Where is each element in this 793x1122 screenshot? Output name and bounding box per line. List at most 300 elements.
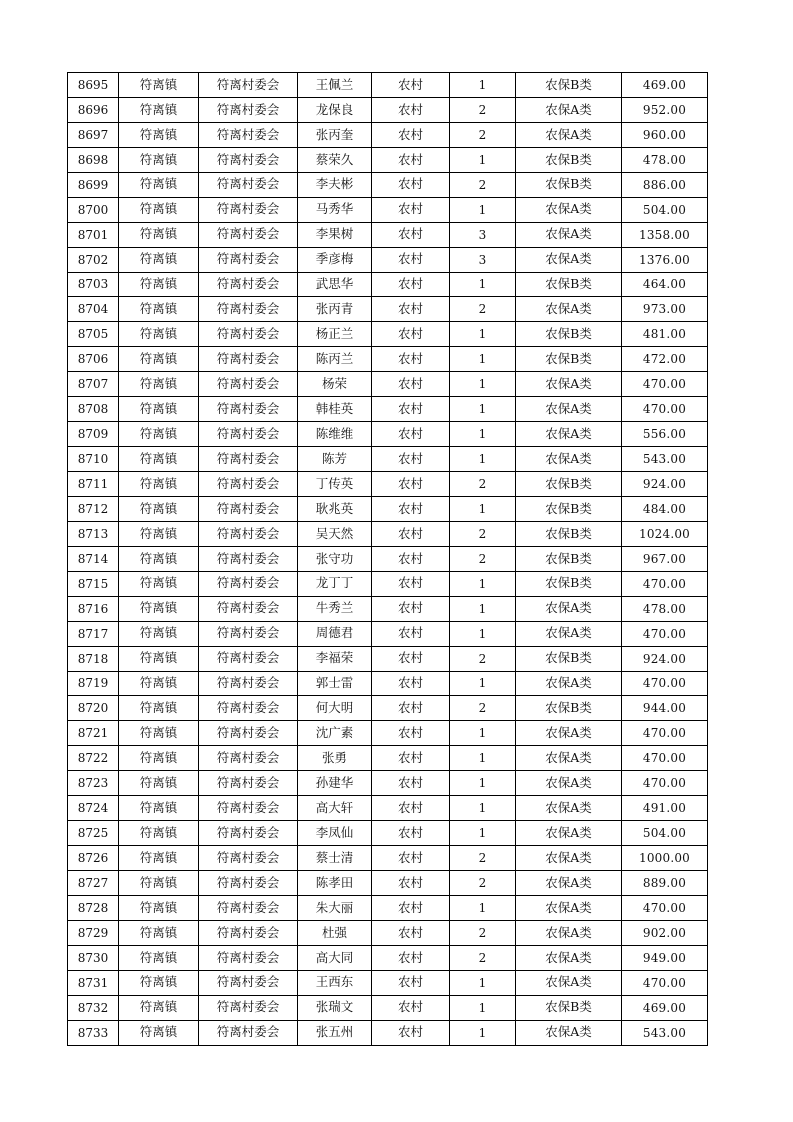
name-cell: 高大同 bbox=[298, 945, 372, 970]
household-count-cell: 1 bbox=[450, 895, 516, 920]
town-cell: 符离镇 bbox=[119, 696, 199, 721]
serial-number-cell: 8713 bbox=[68, 521, 119, 546]
household-count-cell: 1 bbox=[450, 796, 516, 821]
roster-table-body bbox=[68, 73, 708, 1046]
town-cell: 符离镇 bbox=[119, 172, 199, 197]
village-committee-cell: 符离村委会 bbox=[199, 197, 298, 222]
household-count-cell: 2 bbox=[450, 920, 516, 945]
table-row bbox=[68, 122, 708, 147]
household-count-cell: 2 bbox=[450, 871, 516, 896]
table-row bbox=[68, 821, 708, 846]
table-row bbox=[68, 970, 708, 995]
town-cell: 符离镇 bbox=[119, 297, 199, 322]
serial-number-cell: 8709 bbox=[68, 422, 119, 447]
amount-cell: 949.00 bbox=[622, 945, 708, 970]
table-row bbox=[68, 247, 708, 272]
name-cell: 沈广素 bbox=[298, 721, 372, 746]
table-row bbox=[68, 73, 708, 98]
category-cell: 农保A类 bbox=[516, 372, 622, 397]
amount-cell: 902.00 bbox=[622, 920, 708, 945]
name-cell: 杜强 bbox=[298, 920, 372, 945]
area-type-cell: 农村 bbox=[372, 1020, 450, 1045]
name-cell: 马秀华 bbox=[298, 197, 372, 222]
table-row bbox=[68, 197, 708, 222]
household-count-cell: 1 bbox=[450, 1020, 516, 1045]
name-cell: 周德君 bbox=[298, 621, 372, 646]
village-committee-cell: 符离村委会 bbox=[199, 272, 298, 297]
village-committee-cell: 符离村委会 bbox=[199, 422, 298, 447]
serial-number-cell: 8695 bbox=[68, 73, 119, 98]
area-type-cell: 农村 bbox=[372, 721, 450, 746]
table-row bbox=[68, 347, 708, 372]
name-cell: 张守功 bbox=[298, 546, 372, 571]
amount-cell: 889.00 bbox=[622, 871, 708, 896]
name-cell: 李果树 bbox=[298, 222, 372, 247]
area-type-cell: 农村 bbox=[372, 347, 450, 372]
serial-number-cell: 8721 bbox=[68, 721, 119, 746]
village-committee-cell: 符离村委会 bbox=[199, 970, 298, 995]
table-row bbox=[68, 571, 708, 596]
category-cell: 农保A类 bbox=[516, 846, 622, 871]
name-cell: 龙保良 bbox=[298, 97, 372, 122]
town-cell: 符离镇 bbox=[119, 571, 199, 596]
village-committee-cell: 符离村委会 bbox=[199, 1020, 298, 1045]
town-cell: 符离镇 bbox=[119, 521, 199, 546]
household-count-cell: 1 bbox=[450, 447, 516, 472]
table-row bbox=[68, 871, 708, 896]
category-cell: 农保B类 bbox=[516, 472, 622, 497]
amount-cell: 556.00 bbox=[622, 422, 708, 447]
category-cell: 农保A类 bbox=[516, 397, 622, 422]
name-cell: 王佩兰 bbox=[298, 73, 372, 98]
table-row bbox=[68, 222, 708, 247]
table-row bbox=[68, 945, 708, 970]
village-committee-cell: 符离村委会 bbox=[199, 322, 298, 347]
amount-cell: 464.00 bbox=[622, 272, 708, 297]
name-cell: 高大轩 bbox=[298, 796, 372, 821]
village-committee-cell: 符离村委会 bbox=[199, 571, 298, 596]
town-cell: 符离镇 bbox=[119, 995, 199, 1020]
category-cell: 农保A类 bbox=[516, 821, 622, 846]
category-cell: 农保A类 bbox=[516, 721, 622, 746]
name-cell: 杨荣 bbox=[298, 372, 372, 397]
amount-cell: 1000.00 bbox=[622, 846, 708, 871]
village-committee-cell: 符离村委会 bbox=[199, 347, 298, 372]
name-cell: 李夫彬 bbox=[298, 172, 372, 197]
area-type-cell: 农村 bbox=[372, 197, 450, 222]
category-cell: 农保A类 bbox=[516, 422, 622, 447]
village-committee-cell: 符离村委会 bbox=[199, 895, 298, 920]
category-cell: 农保A类 bbox=[516, 122, 622, 147]
town-cell: 符离镇 bbox=[119, 596, 199, 621]
household-count-cell: 1 bbox=[450, 397, 516, 422]
amount-cell: 469.00 bbox=[622, 995, 708, 1020]
area-type-cell: 农村 bbox=[372, 247, 450, 272]
serial-number-cell: 8732 bbox=[68, 995, 119, 1020]
serial-number-cell: 8727 bbox=[68, 871, 119, 896]
town-cell: 符离镇 bbox=[119, 920, 199, 945]
table-row bbox=[68, 472, 708, 497]
town-cell: 符离镇 bbox=[119, 970, 199, 995]
town-cell: 符离镇 bbox=[119, 496, 199, 521]
name-cell: 陈芳 bbox=[298, 447, 372, 472]
serial-number-cell: 8700 bbox=[68, 197, 119, 222]
area-type-cell: 农村 bbox=[372, 796, 450, 821]
town-cell: 符离镇 bbox=[119, 945, 199, 970]
serial-number-cell: 8703 bbox=[68, 272, 119, 297]
serial-number-cell: 8720 bbox=[68, 696, 119, 721]
amount-cell: 973.00 bbox=[622, 297, 708, 322]
area-type-cell: 农村 bbox=[372, 496, 450, 521]
village-committee-cell: 符离村委会 bbox=[199, 546, 298, 571]
town-cell: 符离镇 bbox=[119, 347, 199, 372]
village-committee-cell: 符离村委会 bbox=[199, 821, 298, 846]
serial-number-cell: 8706 bbox=[68, 347, 119, 372]
category-cell: 农保A类 bbox=[516, 197, 622, 222]
category-cell: 农保B类 bbox=[516, 147, 622, 172]
name-cell: 吴天然 bbox=[298, 521, 372, 546]
area-type-cell: 农村 bbox=[372, 521, 450, 546]
amount-cell: 960.00 bbox=[622, 122, 708, 147]
serial-number-cell: 8710 bbox=[68, 447, 119, 472]
category-cell: 农保B类 bbox=[516, 546, 622, 571]
serial-number-cell: 8728 bbox=[68, 895, 119, 920]
area-type-cell: 农村 bbox=[372, 97, 450, 122]
table-row bbox=[68, 496, 708, 521]
table-row bbox=[68, 846, 708, 871]
household-count-cell: 2 bbox=[450, 472, 516, 497]
household-count-cell: 1 bbox=[450, 322, 516, 347]
village-committee-cell: 符离村委会 bbox=[199, 447, 298, 472]
area-type-cell: 农村 bbox=[372, 272, 450, 297]
village-committee-cell: 符离村委会 bbox=[199, 721, 298, 746]
serial-number-cell: 8730 bbox=[68, 945, 119, 970]
area-type-cell: 农村 bbox=[372, 696, 450, 721]
town-cell: 符离镇 bbox=[119, 422, 199, 447]
table-row bbox=[68, 995, 708, 1020]
village-committee-cell: 符离村委会 bbox=[199, 147, 298, 172]
category-cell: 农保B类 bbox=[516, 347, 622, 372]
area-type-cell: 农村 bbox=[372, 621, 450, 646]
amount-cell: 470.00 bbox=[622, 746, 708, 771]
area-type-cell: 农村 bbox=[372, 746, 450, 771]
table-row bbox=[68, 621, 708, 646]
area-type-cell: 农村 bbox=[372, 646, 450, 671]
town-cell: 符离镇 bbox=[119, 771, 199, 796]
table-row bbox=[68, 796, 708, 821]
town-cell: 符离镇 bbox=[119, 721, 199, 746]
name-cell: 李福荣 bbox=[298, 646, 372, 671]
area-type-cell: 农村 bbox=[372, 995, 450, 1020]
name-cell: 张勇 bbox=[298, 746, 372, 771]
serial-number-cell: 8697 bbox=[68, 122, 119, 147]
household-count-cell: 1 bbox=[450, 821, 516, 846]
serial-number-cell: 8705 bbox=[68, 322, 119, 347]
amount-cell: 470.00 bbox=[622, 571, 708, 596]
table-row bbox=[68, 671, 708, 696]
area-type-cell: 农村 bbox=[372, 546, 450, 571]
village-committee-cell: 符离村委会 bbox=[199, 297, 298, 322]
village-committee-cell: 符离村委会 bbox=[199, 646, 298, 671]
amount-cell: 543.00 bbox=[622, 447, 708, 472]
amount-cell: 470.00 bbox=[622, 970, 708, 995]
area-type-cell: 农村 bbox=[372, 945, 450, 970]
serial-number-cell: 8724 bbox=[68, 796, 119, 821]
household-count-cell: 1 bbox=[450, 970, 516, 995]
table-row bbox=[68, 546, 708, 571]
area-type-cell: 农村 bbox=[372, 596, 450, 621]
household-count-cell: 2 bbox=[450, 297, 516, 322]
category-cell: 农保A类 bbox=[516, 920, 622, 945]
town-cell: 符离镇 bbox=[119, 247, 199, 272]
household-count-cell: 1 bbox=[450, 372, 516, 397]
village-committee-cell: 符离村委会 bbox=[199, 596, 298, 621]
table-row bbox=[68, 172, 708, 197]
category-cell: 农保B类 bbox=[516, 646, 622, 671]
table-row bbox=[68, 272, 708, 297]
category-cell: 农保A类 bbox=[516, 222, 622, 247]
village-committee-cell: 符离村委会 bbox=[199, 871, 298, 896]
town-cell: 符离镇 bbox=[119, 97, 199, 122]
town-cell: 符离镇 bbox=[119, 1020, 199, 1045]
amount-cell: 491.00 bbox=[622, 796, 708, 821]
amount-cell: 924.00 bbox=[622, 646, 708, 671]
serial-number-cell: 8717 bbox=[68, 621, 119, 646]
amount-cell: 1024.00 bbox=[622, 521, 708, 546]
town-cell: 符离镇 bbox=[119, 222, 199, 247]
table-row bbox=[68, 646, 708, 671]
category-cell: 农保A类 bbox=[516, 97, 622, 122]
village-committee-cell: 符离村委会 bbox=[199, 222, 298, 247]
serial-number-cell: 8715 bbox=[68, 571, 119, 596]
village-committee-cell: 符离村委会 bbox=[199, 771, 298, 796]
town-cell: 符离镇 bbox=[119, 197, 199, 222]
household-count-cell: 1 bbox=[450, 496, 516, 521]
name-cell: 杨正兰 bbox=[298, 322, 372, 347]
village-committee-cell: 符离村委会 bbox=[199, 97, 298, 122]
table-row bbox=[68, 771, 708, 796]
village-committee-cell: 符离村委会 bbox=[199, 796, 298, 821]
household-count-cell: 2 bbox=[450, 646, 516, 671]
category-cell: 农保A类 bbox=[516, 945, 622, 970]
area-type-cell: 农村 bbox=[372, 122, 450, 147]
table-row bbox=[68, 372, 708, 397]
amount-cell: 478.00 bbox=[622, 147, 708, 172]
village-committee-cell: 符离村委会 bbox=[199, 521, 298, 546]
area-type-cell: 农村 bbox=[372, 372, 450, 397]
serial-number-cell: 8716 bbox=[68, 596, 119, 621]
serial-number-cell: 8731 bbox=[68, 970, 119, 995]
name-cell: 牛秀兰 bbox=[298, 596, 372, 621]
village-committee-cell: 符离村委会 bbox=[199, 920, 298, 945]
serial-number-cell: 8707 bbox=[68, 372, 119, 397]
household-count-cell: 1 bbox=[450, 671, 516, 696]
category-cell: 农保A类 bbox=[516, 621, 622, 646]
name-cell: 郭士雷 bbox=[298, 671, 372, 696]
category-cell: 农保B类 bbox=[516, 995, 622, 1020]
area-type-cell: 农村 bbox=[372, 73, 450, 98]
name-cell: 王西东 bbox=[298, 970, 372, 995]
area-type-cell: 农村 bbox=[372, 771, 450, 796]
serial-number-cell: 8718 bbox=[68, 646, 119, 671]
category-cell: 农保A类 bbox=[516, 895, 622, 920]
household-count-cell: 2 bbox=[450, 122, 516, 147]
area-type-cell: 农村 bbox=[372, 397, 450, 422]
table-row bbox=[68, 1020, 708, 1045]
table-row bbox=[68, 521, 708, 546]
area-type-cell: 农村 bbox=[372, 422, 450, 447]
name-cell: 张丙奎 bbox=[298, 122, 372, 147]
amount-cell: 924.00 bbox=[622, 472, 708, 497]
household-count-cell: 1 bbox=[450, 347, 516, 372]
household-count-cell: 2 bbox=[450, 696, 516, 721]
amount-cell: 1376.00 bbox=[622, 247, 708, 272]
category-cell: 农保B类 bbox=[516, 496, 622, 521]
area-type-cell: 农村 bbox=[372, 472, 450, 497]
amount-cell: 470.00 bbox=[622, 671, 708, 696]
town-cell: 符离镇 bbox=[119, 621, 199, 646]
serial-number-cell: 8696 bbox=[68, 97, 119, 122]
category-cell: 农保A类 bbox=[516, 447, 622, 472]
household-count-cell: 2 bbox=[450, 846, 516, 871]
household-count-cell: 2 bbox=[450, 97, 516, 122]
amount-cell: 944.00 bbox=[622, 696, 708, 721]
town-cell: 符离镇 bbox=[119, 646, 199, 671]
name-cell: 张五州 bbox=[298, 1020, 372, 1045]
town-cell: 符离镇 bbox=[119, 821, 199, 846]
table-row bbox=[68, 596, 708, 621]
category-cell: 农保A类 bbox=[516, 970, 622, 995]
household-count-cell: 1 bbox=[450, 147, 516, 172]
town-cell: 符离镇 bbox=[119, 397, 199, 422]
category-cell: 农保B类 bbox=[516, 696, 622, 721]
area-type-cell: 农村 bbox=[372, 846, 450, 871]
area-type-cell: 农村 bbox=[372, 222, 450, 247]
household-count-cell: 1 bbox=[450, 272, 516, 297]
category-cell: 农保B类 bbox=[516, 322, 622, 347]
table-row bbox=[68, 447, 708, 472]
category-cell: 农保A类 bbox=[516, 1020, 622, 1045]
name-cell: 朱大丽 bbox=[298, 895, 372, 920]
name-cell: 丁传英 bbox=[298, 472, 372, 497]
amount-cell: 886.00 bbox=[622, 172, 708, 197]
serial-number-cell: 8711 bbox=[68, 472, 119, 497]
area-type-cell: 农村 bbox=[372, 920, 450, 945]
amount-cell: 470.00 bbox=[622, 397, 708, 422]
amount-cell: 470.00 bbox=[622, 771, 708, 796]
amount-cell: 481.00 bbox=[622, 322, 708, 347]
household-count-cell: 1 bbox=[450, 621, 516, 646]
town-cell: 符离镇 bbox=[119, 147, 199, 172]
name-cell: 陈维维 bbox=[298, 422, 372, 447]
serial-number-cell: 8723 bbox=[68, 771, 119, 796]
household-count-cell: 3 bbox=[450, 222, 516, 247]
amount-cell: 478.00 bbox=[622, 596, 708, 621]
village-committee-cell: 符离村委会 bbox=[199, 995, 298, 1020]
town-cell: 符离镇 bbox=[119, 895, 199, 920]
area-type-cell: 农村 bbox=[372, 172, 450, 197]
category-cell: 农保A类 bbox=[516, 297, 622, 322]
name-cell: 孙建华 bbox=[298, 771, 372, 796]
household-count-cell: 1 bbox=[450, 721, 516, 746]
name-cell: 蔡荣久 bbox=[298, 147, 372, 172]
area-type-cell: 农村 bbox=[372, 671, 450, 696]
town-cell: 符离镇 bbox=[119, 372, 199, 397]
village-committee-cell: 符离村委会 bbox=[199, 172, 298, 197]
table-row bbox=[68, 397, 708, 422]
village-committee-cell: 符离村委会 bbox=[199, 746, 298, 771]
name-cell: 张丙青 bbox=[298, 297, 372, 322]
village-committee-cell: 符离村委会 bbox=[199, 397, 298, 422]
household-count-cell: 1 bbox=[450, 596, 516, 621]
serial-number-cell: 8702 bbox=[68, 247, 119, 272]
village-committee-cell: 符离村委会 bbox=[199, 496, 298, 521]
village-committee-cell: 符离村委会 bbox=[199, 621, 298, 646]
table-row bbox=[68, 696, 708, 721]
table-row bbox=[68, 920, 708, 945]
category-cell: 农保A类 bbox=[516, 247, 622, 272]
town-cell: 符离镇 bbox=[119, 73, 199, 98]
village-committee-cell: 符离村委会 bbox=[199, 696, 298, 721]
category-cell: 农保B类 bbox=[516, 172, 622, 197]
area-type-cell: 农村 bbox=[372, 871, 450, 896]
area-type-cell: 农村 bbox=[372, 447, 450, 472]
village-committee-cell: 符离村委会 bbox=[199, 472, 298, 497]
serial-number-cell: 8725 bbox=[68, 821, 119, 846]
town-cell: 符离镇 bbox=[119, 671, 199, 696]
serial-number-cell: 8708 bbox=[68, 397, 119, 422]
name-cell: 陈丙兰 bbox=[298, 347, 372, 372]
amount-cell: 472.00 bbox=[622, 347, 708, 372]
category-cell: 农保A类 bbox=[516, 746, 622, 771]
category-cell: 农保A类 bbox=[516, 771, 622, 796]
category-cell: 农保B类 bbox=[516, 521, 622, 546]
town-cell: 符离镇 bbox=[119, 322, 199, 347]
amount-cell: 504.00 bbox=[622, 821, 708, 846]
serial-number-cell: 8698 bbox=[68, 147, 119, 172]
name-cell: 耿兆英 bbox=[298, 496, 372, 521]
name-cell: 龙丁丁 bbox=[298, 571, 372, 596]
amount-cell: 543.00 bbox=[622, 1020, 708, 1045]
area-type-cell: 农村 bbox=[372, 821, 450, 846]
household-count-cell: 1 bbox=[450, 422, 516, 447]
town-cell: 符离镇 bbox=[119, 472, 199, 497]
household-count-cell: 2 bbox=[450, 945, 516, 970]
amount-cell: 504.00 bbox=[622, 197, 708, 222]
table-row bbox=[68, 297, 708, 322]
serial-number-cell: 8704 bbox=[68, 297, 119, 322]
village-committee-cell: 符离村委会 bbox=[199, 945, 298, 970]
name-cell: 武思华 bbox=[298, 272, 372, 297]
amount-cell: 470.00 bbox=[622, 372, 708, 397]
category-cell: 农保B类 bbox=[516, 272, 622, 297]
name-cell: 陈孝田 bbox=[298, 871, 372, 896]
category-cell: 农保A类 bbox=[516, 671, 622, 696]
category-cell: 农保A类 bbox=[516, 596, 622, 621]
town-cell: 符离镇 bbox=[119, 796, 199, 821]
household-count-cell: 2 bbox=[450, 546, 516, 571]
name-cell: 韩桂英 bbox=[298, 397, 372, 422]
category-cell: 农保B类 bbox=[516, 73, 622, 98]
town-cell: 符离镇 bbox=[119, 272, 199, 297]
serial-number-cell: 8714 bbox=[68, 546, 119, 571]
village-committee-cell: 符离村委会 bbox=[199, 372, 298, 397]
household-count-cell: 2 bbox=[450, 521, 516, 546]
category-cell: 农保B类 bbox=[516, 571, 622, 596]
amount-cell: 484.00 bbox=[622, 496, 708, 521]
household-count-cell: 2 bbox=[450, 172, 516, 197]
amount-cell: 952.00 bbox=[622, 97, 708, 122]
